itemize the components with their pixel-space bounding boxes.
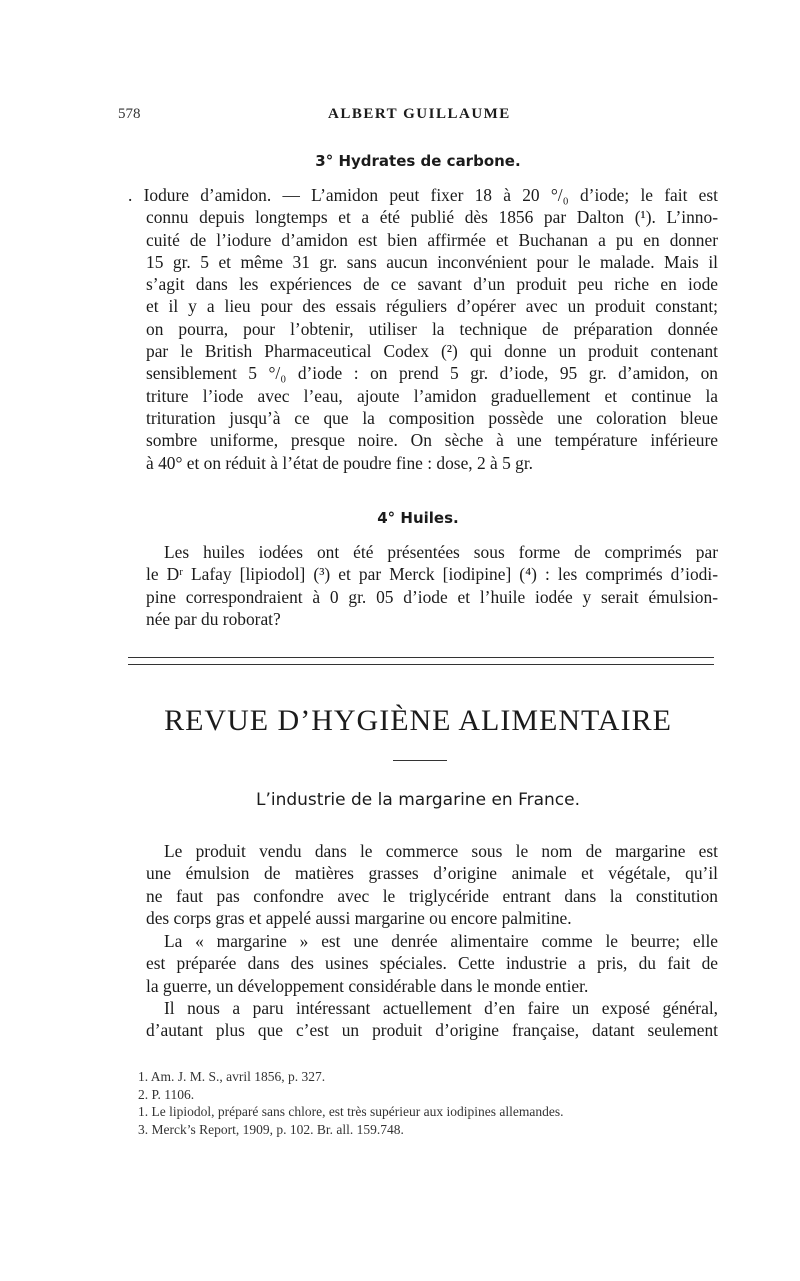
text-line: cuité de l’iodure d’amidon est bien affirmée et Buchanan a pu en donner xyxy=(146,229,718,250)
article-title: L’industrie de la margarine en France. xyxy=(255,790,581,810)
section-heading-carbohydrates: 3° Hydrates de carbone. xyxy=(315,152,521,170)
text-line: sombre uniforme, presque noire. On sèche à une température inférieure xyxy=(146,430,718,451)
text-line: la guerre, un développement considérable dans le monde entier. xyxy=(146,975,589,996)
footnote: 1. Le lipiodol, préparé sans chlore, est très supérieur aux iodipines allemandes. xyxy=(138,1104,564,1119)
paragraph-margarine-1 xyxy=(128,840,718,929)
footnote: 1. Am. J. M. S., avril 1856, p. 327. xyxy=(138,1069,326,1084)
review-title: REVUE D’HYGIÈNE ALIMENTAIRE xyxy=(164,704,672,737)
text-line: . Iodure d’amidon. — L’amidon peut fixer 18 à 20 °/₀ d’iode; le fait est xyxy=(128,185,718,205)
text-line: on pourra, pour l’obtenir, utiliser la technique de préparation donnée xyxy=(146,318,718,339)
text-line: des corps gras et appelé aussi margarine ou encore palmitine. xyxy=(146,907,572,928)
paragraph-margarine-2 xyxy=(128,930,718,997)
text-line: à 40° et on réduit à l’état de poudre fine : dose, 2 à 5 gr. xyxy=(146,452,534,473)
text-line: pine correspondraient à 0 gr. 05 d’iode et l’huile iodée y serait émulsion- xyxy=(146,586,718,607)
text-line: et il y a lieu pour des essais réguliers d’opérer avec un produit constant; xyxy=(146,296,718,317)
text-line: est préparée dans des usines spéciales. Cette industrie a pris, du fait de xyxy=(146,953,718,974)
text-line: d’autant plus que c’est un produit d’origine française, datant seulement xyxy=(146,1020,718,1041)
text-line: sensiblement 5 °/₀ d’iode : on prend 5 gr. d’iode, 95 gr. d’amidon, on xyxy=(146,363,718,384)
text-line: le Dʳ Lafay [lipiodol] (³) et par Merck [iodipine] (⁴) : les comprimés d’iodi- xyxy=(146,564,718,585)
running-title: ALBERT GUILLAUME xyxy=(328,106,511,122)
running-head xyxy=(118,106,718,126)
footnote: 2. P. 1106. xyxy=(138,1086,195,1102)
paragraph-margarine-3 xyxy=(128,997,718,1042)
text-line: par le British Pharmaceutical Codex (²) qui donne un produit contenant xyxy=(146,341,718,362)
section-heading-oils: 4° Huiles. xyxy=(377,509,459,527)
section-divider xyxy=(128,657,714,665)
text-line: 15 gr. 5 et même 31 gr. sans aucun inconvénient pour le malade. Mais il xyxy=(146,251,718,272)
text-line: La « margarine » est une denrée alimentaire comme le beurre; elle xyxy=(164,931,718,951)
footnotes xyxy=(138,1068,728,1138)
text-line: Il nous a paru intéressant actuellement d’en faire un exposé général, xyxy=(164,998,718,1018)
text-line: Le produit vendu dans le commerce sous le nom de margarine est xyxy=(164,841,718,861)
paragraph-iodure-amidon xyxy=(128,184,718,474)
page-number: 578 xyxy=(118,106,141,122)
text-line: née par du roborat? xyxy=(146,608,281,629)
text-line: connu depuis longtemps et a été publié dès 1856 par Dalton (¹). L’inno- xyxy=(146,207,718,228)
text-line: Les huiles iodées ont été présentées sous forme de comprimés par xyxy=(164,542,718,562)
text-line: ne faut pas confondre avec le triglycéride entrant dans la constitution xyxy=(146,885,718,906)
paragraph-huiles xyxy=(128,541,718,630)
text-line: trituration jusqu’à ce que la composition possède une coloration bleue xyxy=(146,407,718,428)
text-line: triture l’iode avec l’eau, ajoute l’amidon graduellement et continue la xyxy=(146,385,718,406)
footnote: 3. Merck’s Report, 1909, p. 102. Br. all. 159.748. xyxy=(138,1121,404,1137)
text-line: s’agit dans les expériences de ce savant d’un produit peu riche en iode xyxy=(146,274,718,295)
title-rule xyxy=(393,760,447,761)
text-line: une émulsion de matières grasses d’origine animale et végétale, qu’il xyxy=(146,863,718,884)
